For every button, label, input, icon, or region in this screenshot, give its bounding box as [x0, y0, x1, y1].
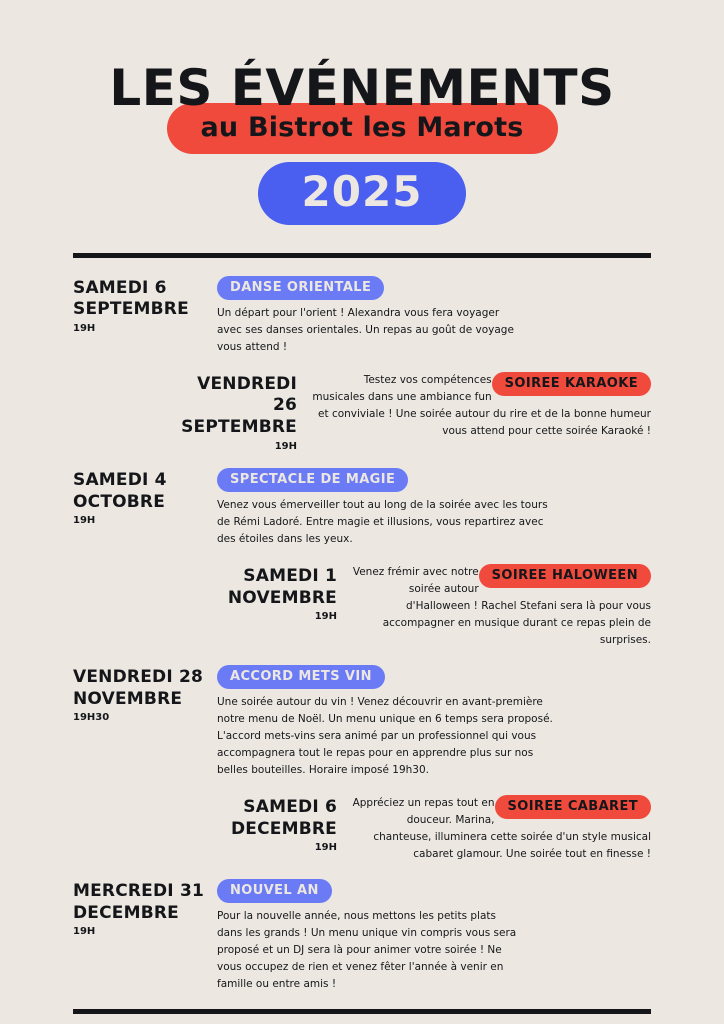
event-body	[351, 795, 651, 863]
event-hour: 19H	[73, 323, 96, 334]
events-list	[73, 258, 651, 993]
divider-bottom	[73, 1009, 651, 1014]
event-body	[217, 468, 557, 548]
event-body	[311, 372, 651, 452]
event-tag: SOIREE KARAOKE	[492, 372, 651, 396]
event-hour: 19H30	[73, 712, 110, 724]
event-date-line2: SEPTEMBRE	[73, 299, 189, 320]
event-date-line1: SAMEDI 6	[73, 277, 167, 298]
event-tag: DANSE ORIENTALE	[217, 276, 384, 300]
year-pill-wrap	[0, 162, 724, 225]
event-date-line2: SEPTEMBRE	[181, 417, 297, 437]
event-body	[217, 276, 517, 356]
event-date	[73, 879, 217, 993]
event-body	[351, 564, 651, 649]
event-tag: NOUVEL AN	[217, 879, 332, 903]
list-item	[73, 879, 651, 993]
event-tag: ACCORD METS VIN	[217, 665, 385, 689]
poster-year: 2025	[258, 162, 467, 225]
event-date	[73, 468, 217, 548]
list-item	[73, 564, 651, 649]
event-description: Pour la nouvelle année, nous mettons les petits plats dans les grands ! Un menu unique vin compris vous sera proposé et un DJ sera là pour animer votre soirée ! Ne vous occupez de rien et venez fêter l'année à venir en famille ou entre amis !	[217, 909, 517, 990]
event-date-line1: SAMEDI 4	[73, 469, 167, 490]
event-date	[73, 665, 217, 779]
event-date	[207, 564, 351, 649]
event-description: Venez frémir avec notre soirée autour d'Halloween ! Rachel Stefani sera là pour vous accompagner en musique durant ce repas plein de surprises.	[352, 565, 651, 646]
list-item	[73, 372, 651, 452]
event-tag: SOIREE CABARET	[495, 795, 651, 819]
event-description: Appréciez un repas tout en douceur. Marina, chanteuse, illuminera cette soirée d'un style musical cabaret glamour. Une soirée tout en finesse !	[352, 796, 651, 860]
list-item	[73, 665, 651, 779]
event-date-line2: DECEMBRE	[231, 818, 337, 839]
list-item	[73, 468, 651, 548]
list-item	[73, 276, 651, 356]
event-date-line1: VENDREDI 28	[73, 666, 204, 687]
event-description: Une soirée autour du vin ! Venez découvrir en avant-première notre menu de Noël. Un menu unique en 6 temps sera proposé. L'accord mets-vins sera animé par un professionnel qui vous accompagnera tout le repas pour en apprendre plus sur nos belles bouteilles. Horaire imposé 19h30.	[217, 695, 553, 776]
event-tag: SOIREE HALOWEEN	[479, 564, 651, 588]
event-description: Testez vos compétences musicales dans une ambiance fun et conviviale ! Une soirée autour du rire et de la bonne humeur vous attend pour cette soirée Karaoké !	[312, 373, 651, 437]
page-title: LES ÉVÉNEMENTS	[109, 59, 615, 117]
event-hour: 19H	[314, 611, 337, 623]
event-date	[73, 276, 217, 356]
event-hour: 19H	[314, 842, 337, 854]
event-hour: 19H	[274, 440, 297, 452]
event-hour: 19H	[73, 515, 96, 527]
event-date	[207, 795, 351, 863]
poster-header	[0, 0, 724, 225]
event-date-line1: SAMEDI 1	[243, 565, 337, 586]
event-date-line2: NOVEMBRE	[227, 587, 337, 608]
event-body	[217, 879, 517, 993]
event-body	[217, 665, 557, 779]
list-item	[73, 795, 651, 863]
event-date-line1: SAMEDI 6	[243, 796, 337, 817]
event-date-line2: DECEMBRE	[73, 902, 179, 923]
event-hour: 19H	[73, 926, 96, 938]
event-date-line1: MERCREDI 31	[73, 880, 205, 901]
poster-subtitle: au Bistrot les Marots	[167, 103, 558, 154]
event-date-line1: VENDREDI 26	[197, 373, 297, 416]
event-date-line2: NOVEMBRE	[73, 688, 183, 709]
event-description: Venez vous émerveiller tout au long de la soirée avec les tours de Rémi Ladoré. Entre magie et illusions, vous repartirez avec des étoiles dans les yeux.	[217, 498, 548, 545]
event-tag: SPECTACLE DE MAGIE	[217, 468, 408, 492]
event-date	[167, 372, 311, 452]
event-description: Un départ pour l'orient ! Alexandra vous fera voyager avec ses danses orientales. Un repas au goût de voyage vous attend !	[217, 306, 514, 353]
event-date-line2: OCTOBRE	[73, 491, 166, 512]
